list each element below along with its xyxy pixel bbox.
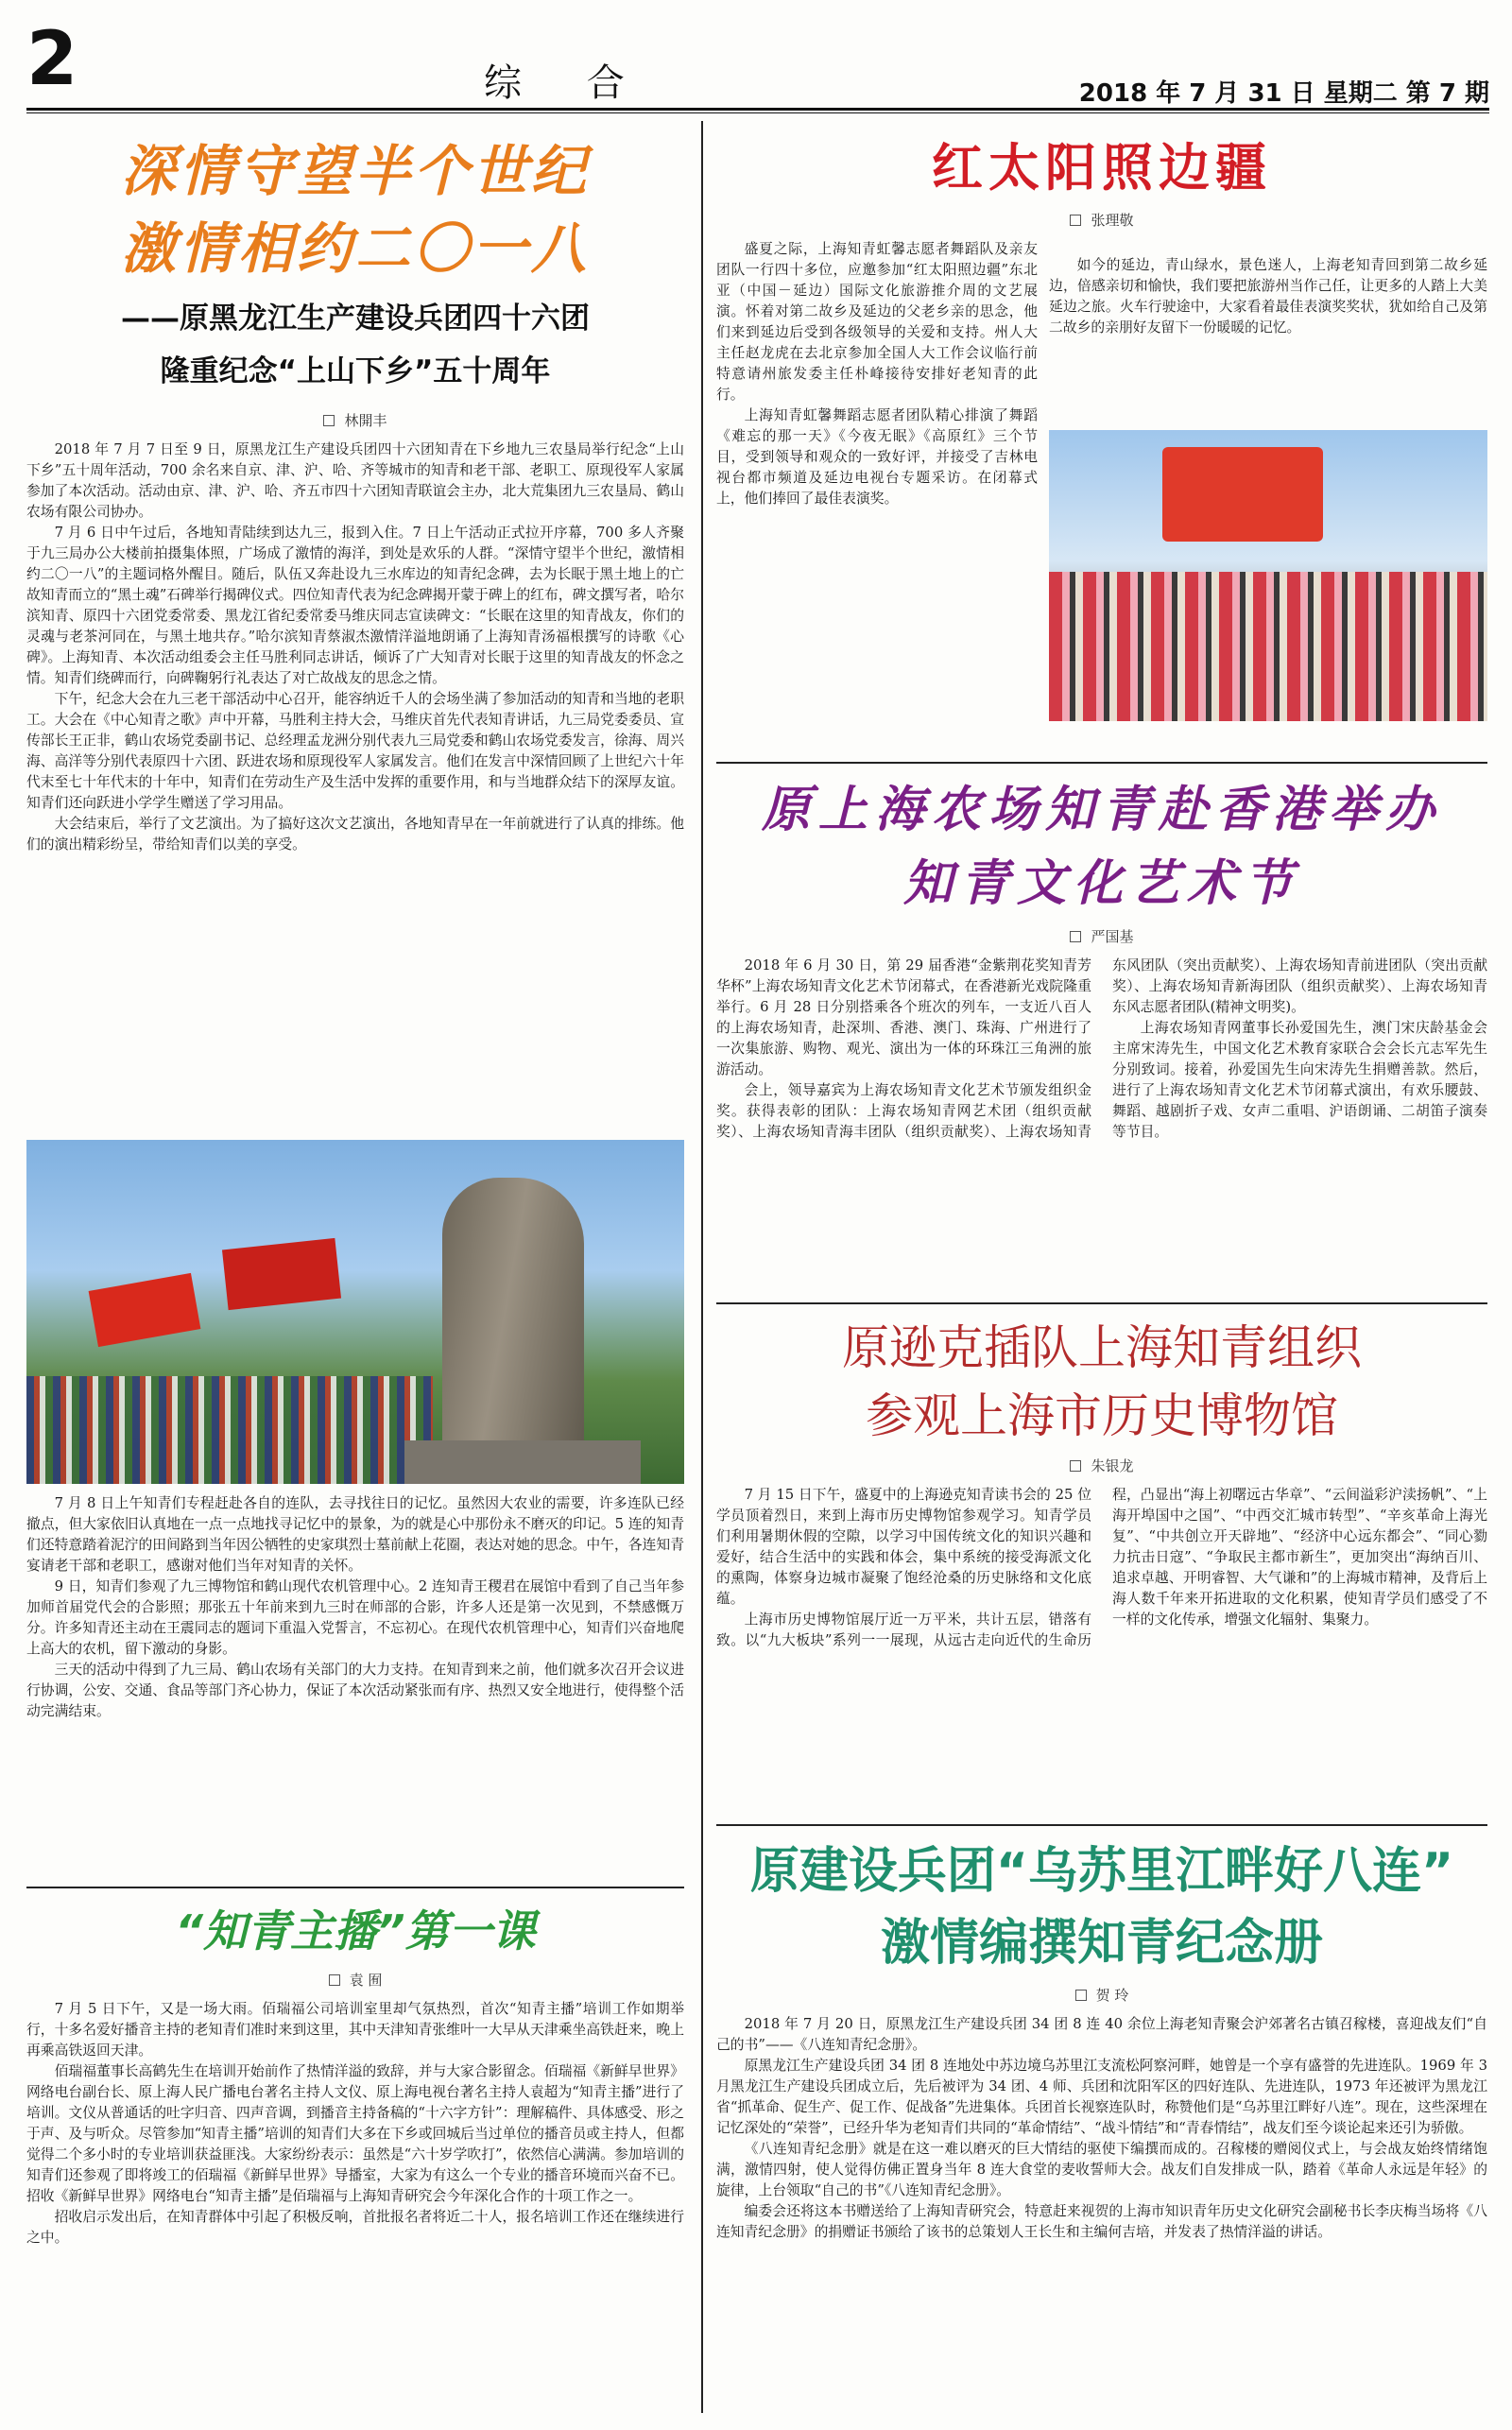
article-museum-visit xyxy=(716,1314,1487,1651)
section-rule xyxy=(26,1887,684,1888)
author-name: 林開丰 xyxy=(344,412,387,429)
byline-box-icon xyxy=(1070,215,1081,226)
paragraph: 7 月 5 日下午，又是一场大雨。佰瑞福公司培训室里却气氛热烈，首次“知青主播”培训工作如期举行，十多名爱好播音主持的老知青们准时来到这里，其中天津知青张维叶一大早从天津乘坐高铁赶来，晚上再乘高铁返回天津。 xyxy=(26,2001,684,2059)
crowd-image xyxy=(26,1376,433,1484)
paragraph: 会上，领导嘉宾为上海农场知青文化艺术节颁发组织金奖。获得表彰的团队：上海农场知青网艺术团（组织贡献奖）、上海农场知青海丰团队（组织贡献奖）、上海农场知青东风团队（突出贡献奖）、上海农场知青前进团队（突出贡献奖）、上海农场知青新海团队（组织贡献奖）、上海农场知青东风志愿者团队(精神文明奖)。 xyxy=(716,957,1487,1140)
article-eighth-company xyxy=(716,1835,1487,2243)
byline xyxy=(716,210,1487,230)
paragraph: 盛夏之际，上海知青虹馨志愿者舞蹈队及亲友团队一行四十多位，应邀参加“红太阳照边疆”东北亚（中国－延边）国际文化旅游推介周的文艺展演。怀着对第二故乡及延边的父老乡亲的思念，他们来到延边后受到各级领导的关爱和支持。州人大主任赵龙虎在去北京参加全国人大工作会议临行前特意请州旅发委主任朴峰接待安排好老知青的此行。 xyxy=(716,241,1038,403)
byline xyxy=(716,1985,1487,2005)
article-hongkong-festival xyxy=(716,773,1487,1143)
section-rule xyxy=(716,762,1487,764)
article-title-line2: 激情编撰知青纪念册 xyxy=(880,1915,1323,1972)
article-body xyxy=(716,239,1038,509)
author-name: 袁 囿 xyxy=(349,1972,383,1989)
paragraph: 2018 年 7 月 20 日，原黑龙江生产建设兵团 34 团 8 连 40 余位上海老知青聚会沪郊著名古镇召稼楼，喜迎战友们“自己的书”——《八连知青纪念册》。 xyxy=(716,2016,1487,2053)
article-subtitle-line1: ——原黑龙江生产建设兵团四十六团 xyxy=(121,302,590,336)
paragraph: 原黑龙江生产建设兵团 34 团 8 连地处中苏边境乌苏里江支流松阿察河畔，她曾是一个享有盛誉的先进连队。1969 年 3 月黑龙江生产建设兵团成立后，先后被评为 34 团、4 师、兵团和沈阳军区的四好连队、先进连队，1973 年还被评为黑龙江省“抓革命、促生产、促工作、促战备”先进集体。兵团首长视察连队时，称赞他们是“乌苏里江畔好八连”。现在，这些深埋在记忆深处的“荣誉”，已经升华为老知青们共同的“革命情结”、“战斗情结”和“青春情结”，战友们至今谈论起来还引为骄傲。 xyxy=(716,2058,1487,2136)
author-name: 严国基 xyxy=(1091,928,1134,945)
byline-box-icon xyxy=(1070,931,1081,942)
paragraph: 7 月 15 日下午，盛夏中的上海逊克知青读书会的 25 位学员顶着烈日，来到上海市历史博物馆参观学习。知青学员们利用暑期休假的空隙，以学习中国传统文化的知识兴趣和爱好，结合生活中的实践和体会，集中系统的接受海派文化的熏陶，体察身边城市凝聚了饱经沧桑的历史脉络和文化底蕴。 xyxy=(716,1487,1091,1607)
article-title: “知青主播”第一课 xyxy=(175,1905,536,1956)
article-title-line1: 深情守望半个世纪 xyxy=(120,139,590,203)
red-banner-icon xyxy=(222,1238,341,1310)
paragraph: 9 日，知青们参观了九三博物馆和鹤山现代农机管理中心。2 连知青王稷君在展馆中看到了自己当年参加师首届党代会的合影照；那张五十年前来到九三时在师部的合影，许多人还是第一次见到，不禁感慨万分。许多知青还主动在王震同志的题词下重温入党誓言，不忘初心。在现代农机管理中心，知青们兴奋地爬上高大的农机，留下激动的身影。 xyxy=(26,1578,684,1657)
article-yanbian-continued xyxy=(1049,255,1487,338)
paragraph: 如今的延边，青山绿水，景色迷人，上海老知青回到第二故乡延边，倍感亲切和愉快，我们要把旅游州当作己任，让更多的人踏上大美延边之旅。火车行驶途中，大家看着最佳表演奖奖状，犹如给自己及第二故乡的亲朋好友留下一份暖暖的记忆。 xyxy=(1049,257,1487,336)
paragraph: 三天的活动中得到了九三局、鹤山农场有关部门的大力支持。在知青到来之前，他们就多次召开会议进行协调，公安、交通、食品等部门齐心协力，保证了本次活动紧张而有序、热烈又安全地进行，使得整个活动完满结束。 xyxy=(26,1662,684,1719)
byline-box-icon xyxy=(1075,1990,1087,2001)
paragraph: 大会结束后，举行了文艺演出。为了搞好这次文艺演出，各地知青早在一年前就进行了认真的排练。他们的演出精彩纷呈，带给知青们以美的享受。 xyxy=(26,816,684,853)
crowd-image xyxy=(1049,572,1487,721)
byline xyxy=(26,410,684,430)
article-title-line2: 知青文化艺术节 xyxy=(902,855,1300,912)
memorial-stone-image xyxy=(442,1178,584,1461)
paragraph: 上海知青虹馨舞蹈志愿者团队精心排演了舞蹈《难忘的那一天》《今夜无眠》《高原红》三个节目，受到领导和观众的一致好评，并接受了吉林电视台都市频道及延边电视台专题采访。在闭幕式上，他们捧回了最佳表演奖。 xyxy=(716,407,1038,507)
article-anniversary-continued xyxy=(26,1493,684,1722)
article-title-line1: 原上海农场知青赴香港举办 xyxy=(761,782,1442,838)
author-name: 朱银龙 xyxy=(1091,1457,1134,1474)
byline-box-icon xyxy=(329,1974,340,1986)
paragraph: 《八连知青纪念册》就是在这一难以磨灭的巨大情结的驱使下编撰而成的。召稼楼的赠阅仪式上，与会战友始终情绪饱满，激情四射，使人觉得仿佛正置身当年 8 连大食堂的麦收誓师大会。战友们自发排成一队，踏着《革命人永远是年轻》的旋律，上台领取“自己的书”《八连知青纪念册》。 xyxy=(716,2141,1487,2198)
masthead-rule xyxy=(26,108,1489,111)
article-title-line2: 参观上海市历史博物馆 xyxy=(866,1388,1338,1443)
paragraph: 上海市历史博物馆展厅近一万平米，共计五层，错落有致。以“九大板块”系列一一展现，从远古走向近代的生命历程，凸显出“海上初曙远古华章”、“云间溢彩沪渎扬帆”、“上海开埠国中之国”、“中西交汇城市转型”、“辛亥革命上海光复”、“中共创立开天辟地”、“经济中心远东都会”、“同心勠力抗击日寇”、“争取民主都市新生”，更加突出“海纳百川、追求卓越、开明睿智、大气谦和”的上海城市精神，及背后上海人数千年来开拓进取的文化积累，使知青学员们感受了不一样的文化传承，增强文化辐射、集聚力。 xyxy=(716,1487,1487,1648)
article-body xyxy=(26,1999,684,2249)
paragraph: 下午，纪念大会在九三老干部活动中心召开，能容纳近千人的会场坐满了参加活动的知青和当地的老职工。大会在《中心知青之歌》声中开幕，马胜利主持大会，马维庆首先代表知青讲话，九三局党委委员、宣传部长王正非，鹤山农场党委副书记、总经理孟龙洲分别代表九三局党委和鹤山农场党委发言，徐海、周兴海、高洋等分别代表原四十六团、跃进农场和原现役军人家属发言。他们在发言中深情回顾了上世纪六十年代末至七十年代末的十年中，知青们在劳动生产及生活中发挥的重要作用，和与当地群众结下的深厚友谊。知青们还向跃进小学学生赠送了学习用品。 xyxy=(26,691,684,811)
byline xyxy=(716,926,1487,946)
author-name: 贺 玲 xyxy=(1095,1987,1129,2004)
article-body xyxy=(26,439,684,855)
article-body xyxy=(716,1485,1487,1651)
memorial-base-image xyxy=(404,1440,641,1484)
paragraph: 2018 年 6 月 30 日，第 29 届香港“金紫荆花奖知青芳华杯”上海农场知青文化艺术节闭幕式，在香港新光戏院隆重举行。6 月 28 日分别搭乘各个班次的列车，一支近八百人的上海农场知青，赴深圳、香港、澳门、珠海、广州进行了一次集旅游、购物、观光、演出为一体的环珠江三角洲的旅游活动。 xyxy=(716,957,1091,1077)
paragraph: 上海农场知青网董事长孙爱国先生，澳门宋庆龄基金会主席宋涛先生，中国文化艺术教育家联合会会长亢志军先生分别致词。接着，孙爱国先生向宋涛先生捐赠善款。然后，进行了上海农场知青文化艺术节闭幕式演出，有欢乐腰鼓、舞蹈、越剧折子戏、女声二重唱、沪语朗诵、二胡笛子演奏等节目。 xyxy=(1112,1020,1487,1140)
paragraph: 7 月 6 日中午过后，各地知青陆续到达九三，报到入住。7 日上午活动正式拉开序幕，700 多人齐聚于九三局办公大楼前拍摄集体照，广场成了激情的海洋，到处是欢乐的人群。“深情守望半个世纪，激情相约二〇一八”的主题词格外醒目。随后，队伍又奔赴设九三水库边的知青纪念碑，去为长眠于黑土地上的亡故知青而立的“黑土魂”石碑举行揭碑仪式。四位知青代表为纪念碑揭开蒙于碑上的红布，碑文撰写者，哈尔滨知青、原四十六团党委常委、黑龙江省纪委常委马维庆同志宣读碑文：“长眠在这里的知青战友，你们的灵魂与老茶河同在，与黑土地共存。”哈尔滨知青蔡淑杰激情洋溢地朗诵了上海知青汤福根撰写的诗歌《心碑》。上海知青、本次活动组委会主任马胜利同志讲话，倾诉了广大知青对长眠于这里的知青战友的怀念之情。知青们绕碑而行，向碑鞠躬行礼表达了对亡故战友的思念之情。 xyxy=(26,525,684,686)
byline xyxy=(716,1456,1487,1475)
section-rule xyxy=(716,1824,1487,1826)
issue-date: 2018 年 7 月 31 日 星期二 第 7 期 xyxy=(1078,79,1489,108)
article-subtitle-line2: 隆重纪念“上山下乡”五十周年 xyxy=(160,354,551,388)
paragraph: 佰瑞福董事长高鹤先生在培训开始前作了热情洋溢的致辞，并与大家合影留念。佰瑞福《新鲜早世界》网络电台副台长、原上海人民广播电台著名主持人文仪、原上海电视台著名主持人袁超为“知青主播”进行了培训。文仪从普通话的吐字归音、四声音调，到播音主持备稿的“十六字方针”：理解稿件、具体感受、形之于声、及与听众。尽管参加“知青主播”培训的知青们大多在下乡或回城后当过单位的播音员或主持人，但都觉得二个多小时的专业培训获益匪浅。大家纷纷表示：虽然是“六十岁学吹打”，依然信心满满。参加培训的知青们还参观了即将竣工的佰瑞福《新鲜早世界》导播室，大家为有这么一个专业的播音环境而兴奋不已。招收《新鲜早世界》网络电台“知青主播”是佰瑞福与上海知青研究会今年深化合作的十项工作之一。 xyxy=(26,2063,684,2204)
paragraph: 编委会还将这本书赠送给了上海知青研究会，特意赶来视贺的上海市知识青年历史文化研究会副秘书长李庆梅当场将《八连知青纪念册》的捐赠证书颁给了该书的总策划人王长生和主编何吉培，并发表了热情洋溢的讲话。 xyxy=(716,2203,1487,2240)
author-name: 张理敬 xyxy=(1091,212,1134,229)
article-body xyxy=(1049,255,1487,338)
byline-box-icon xyxy=(1070,1460,1081,1472)
section-title: 综 合 xyxy=(484,61,651,105)
article-title-line1: 原逊克插队上海知青组织 xyxy=(842,1320,1362,1375)
monument-photo xyxy=(26,1140,684,1484)
byline xyxy=(26,1970,684,1990)
article-anchor-training xyxy=(26,1898,684,2249)
article-body xyxy=(716,2014,1487,2243)
column-divider xyxy=(701,121,703,2413)
paragraph: 招收启示发出后，在知青群体中引起了积极反响，首批报名者将近二十人，报名培训工作还在继续进行之中。 xyxy=(26,2209,684,2246)
byline-box-icon xyxy=(323,415,335,426)
section-rule xyxy=(716,1302,1487,1304)
article-body xyxy=(26,1493,684,1722)
dance-troupe-photo xyxy=(1049,430,1487,721)
article-title-line1: 原建设兵团“乌苏里江畔好八连” xyxy=(749,1843,1454,1900)
article-body xyxy=(716,956,1487,1143)
paragraph: 7 月 8 日上午知青们专程赶赴各自的连队，去寻找往日的记忆。虽然因大农业的需要，许多连队已经撤点，但大家依旧认真地在一点一点地找寻记忆中的景象，为的就是心中那份永不磨灭的印记。5 连的知青们还特意踏着泥泞的田间路到当年因公牺牲的史家琪烈士墓前献上花圈，表达对她的思念。中午，各连知青宴请老干部和老职工，感谢对他们当年对知青的关怀。 xyxy=(26,1495,684,1574)
red-flag-icon xyxy=(1162,447,1323,542)
page-number: 2 xyxy=(26,17,78,102)
article-title: 红太阳照边疆 xyxy=(932,138,1272,198)
masthead xyxy=(26,17,1489,112)
article-anniversary xyxy=(26,132,684,855)
paragraph: 2018 年 7 月 7 日至 9 日，原黑龙江生产建设兵团四十六团知青在下乡地九三农垦局举行纪念“上山下乡”五十周年活动，700 余名来自京、津、沪、哈、齐等城市的知青和老干部、老职工、原现役军人家属参加了本次活动。活动由京、津、沪、哈、齐五市四十六团知青联谊会主办，北大荒集团九三农垦局、鹤山农场有限公司协办。 xyxy=(26,441,684,520)
masthead-rule-thin xyxy=(26,112,1489,113)
red-flag-icon xyxy=(89,1273,201,1347)
article-title-line2: 激情相约二〇一八 xyxy=(120,216,590,281)
